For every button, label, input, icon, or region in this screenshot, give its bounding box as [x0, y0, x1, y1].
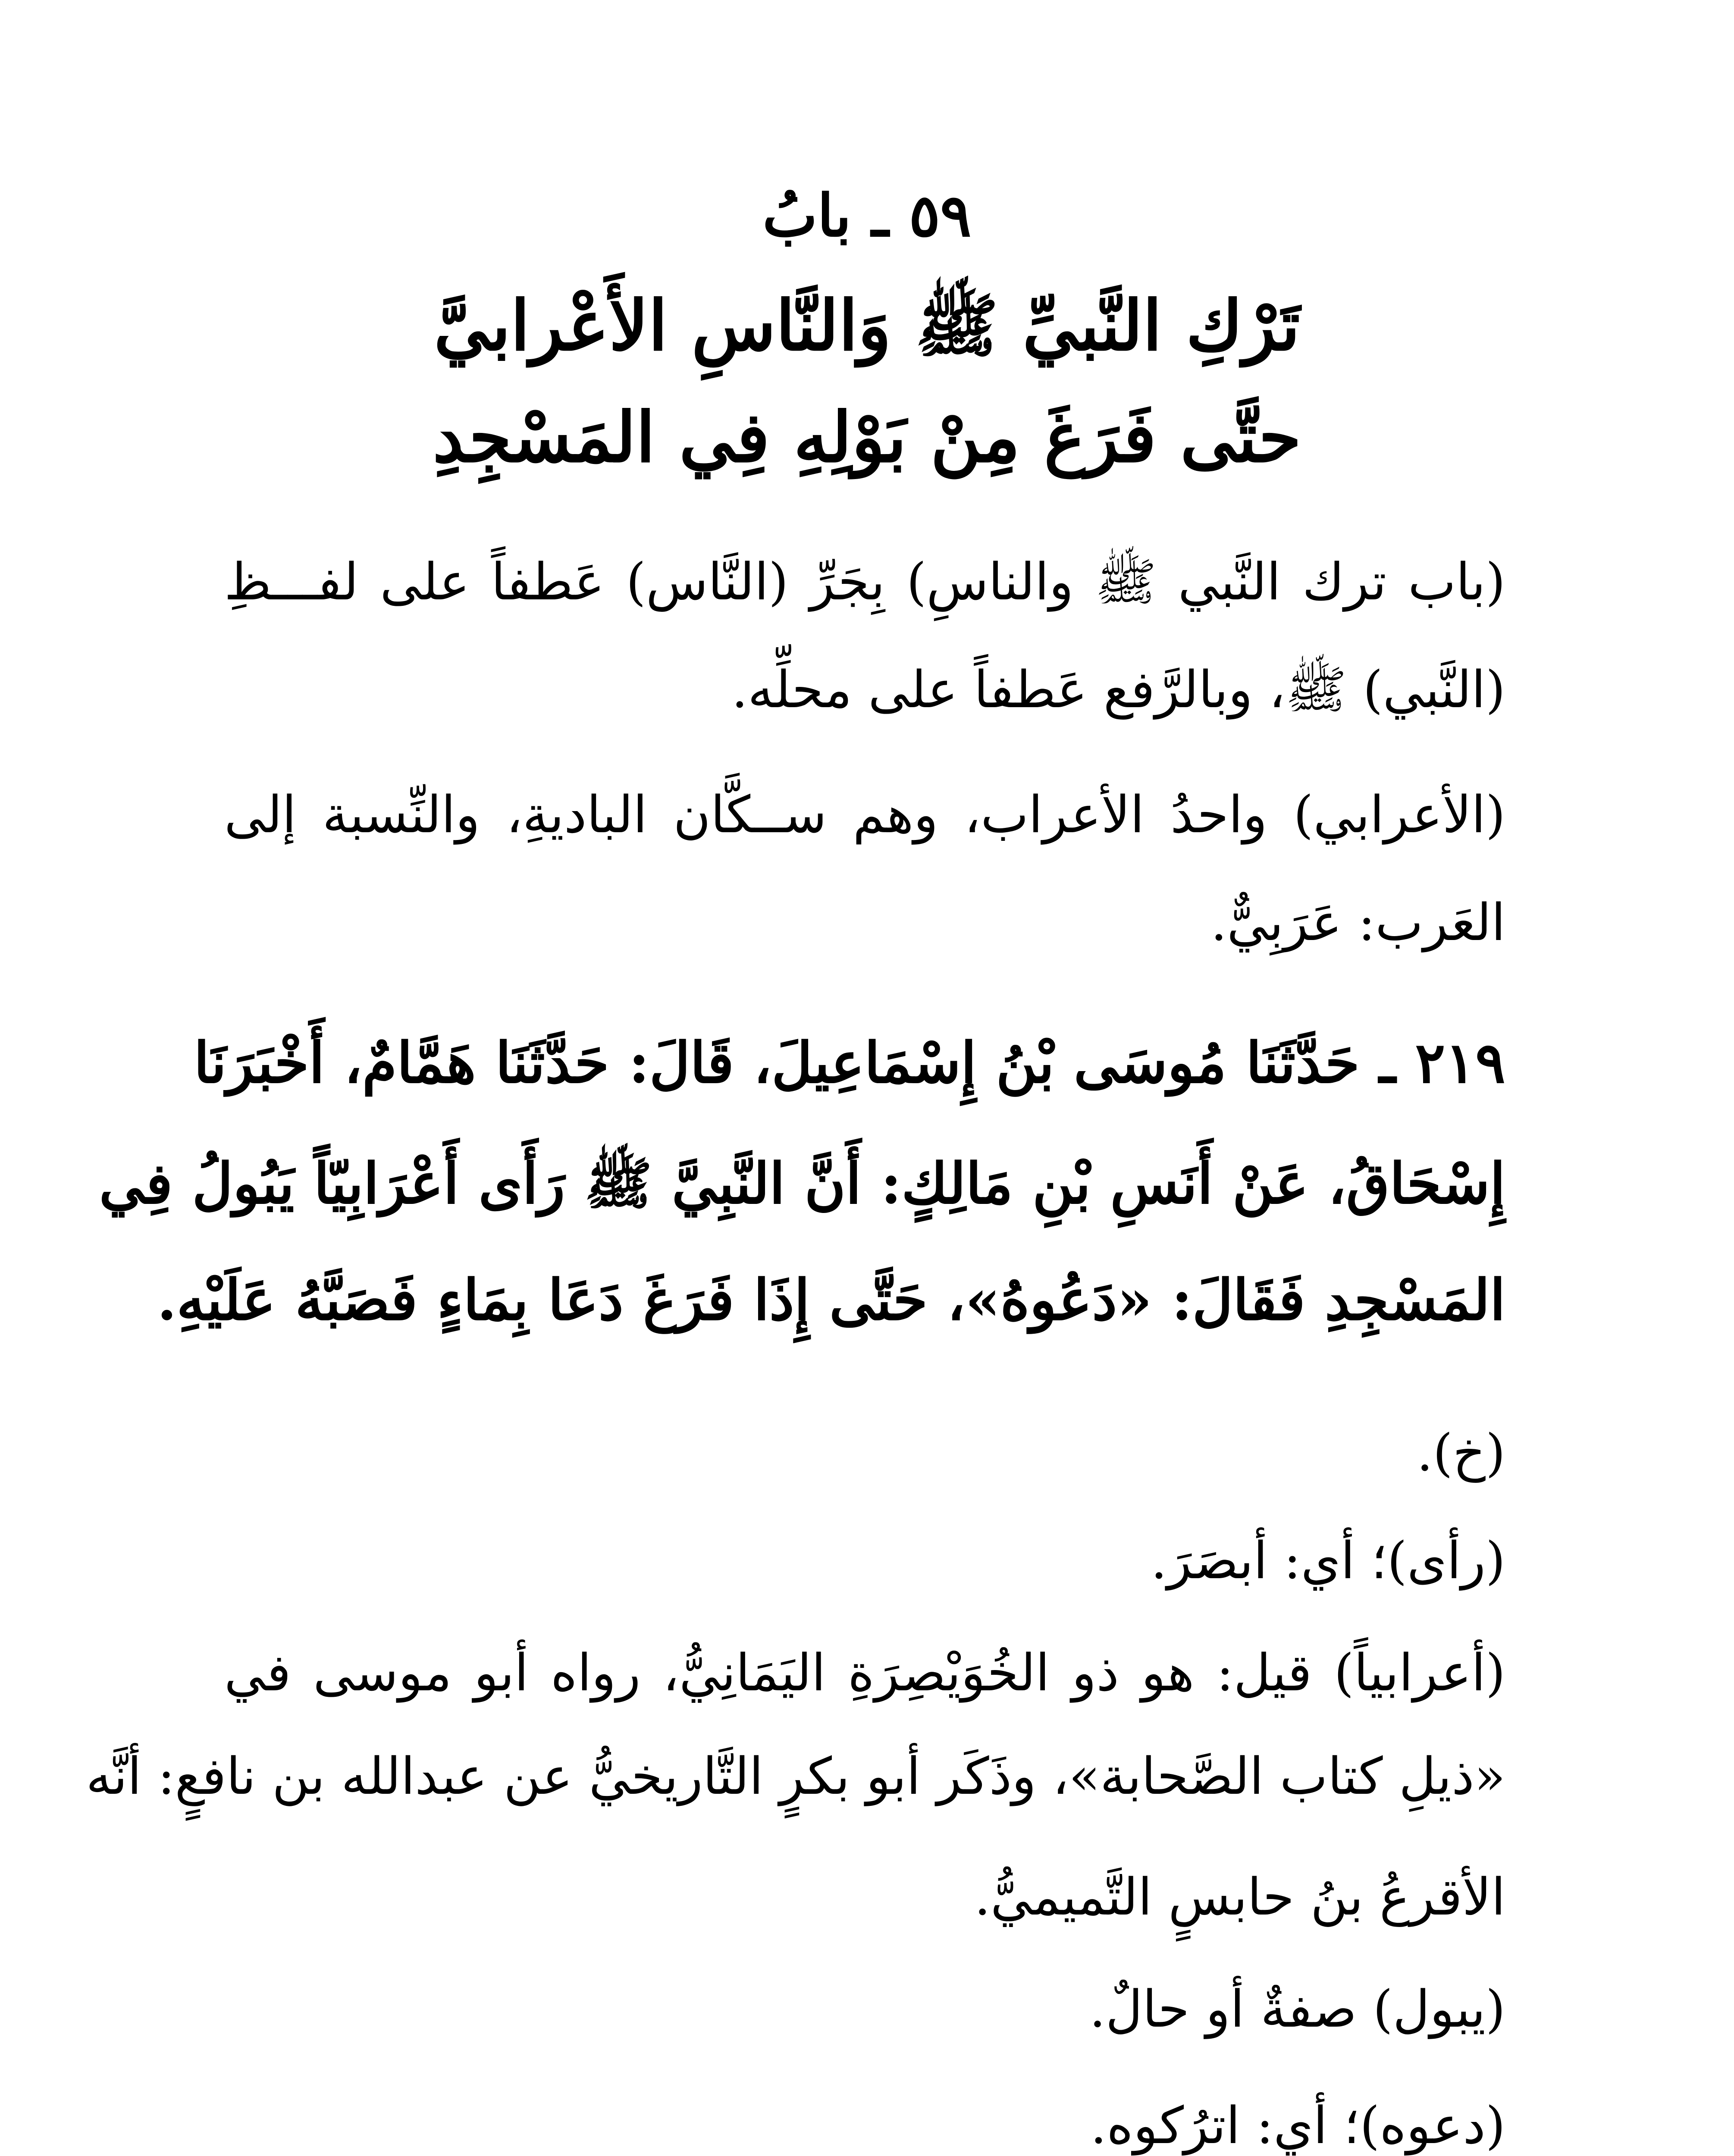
commentary-2-line-2: العَرب: عَرَبِيٌّ. — [1210, 893, 1505, 952]
chapter-heading: ٥٩ ـ بابُ — [762, 181, 972, 250]
commentary-1-line-2: (النَّبي) ﷺ، وبالرَّفع عَطفاً على محلِّه. — [731, 660, 1505, 719]
chapter-title-line-1: تَرْكِ النَّبيِّ ﷺ وَالنَّاسِ الأَعْرابيَّ — [434, 285, 1300, 366]
note-arabi-line-1: (أعرابياً) قيل: هو ذو الخُوَيْصِرَةِ اليَمَانِيُّ، رواه أبو موسى في — [224, 1643, 1505, 1702]
hadith-line-1: ٢١٩ ـ حَدَّثَنَا مُوسَى بْنُ إِسْمَاعِيلَ، قَالَ: حَدَّثَنَا هَمَّامٌ، أَخْبَرَنَا — [194, 1030, 1505, 1096]
chapter-title-line-2: حتَّى فَرَغَ مِنْ بَوْلِهِ فِي المَسْجِدِ — [433, 397, 1301, 478]
note-yabul: (يبول) صفةٌ أو حالٌ. — [1089, 1979, 1505, 2039]
note-daoohu: (دعوه)؛ أي: اترُكوه. — [1090, 2096, 1505, 2155]
hadith-line-2: إِسْحَاقُ، عَنْ أَنَسِ بْنِ مَالِكٍ: أَنَّ النَّبِيَّ ﷺ رَأَى أَعْرَابِيّاً يَبُولُ فِي — [99, 1150, 1505, 1216]
note-arabi-line-2: «ذيلِ كتاب الصَّحابة»، وذَكَر أبو بكرٍ التَّاريخيُّ عن عبدالله بن نافعٍ: أنَّه — [86, 1746, 1505, 1806]
note-kh: (خ). — [1417, 1423, 1505, 1482]
note-raa: (رأى)؛ أي: أبصَرَ. — [1151, 1531, 1505, 1590]
note-arabi-line-3: الأقرعُ بنُ حابسٍ التَّميميُّ. — [974, 1867, 1505, 1927]
commentary-2-line-1: (الأعرابي) واحدُ الأعراب، وهم ســكَّان الباديةِ، والنِّسبة إلى — [224, 785, 1505, 844]
hadith-line-3: المَسْجِدِ فَقَالَ: «دَعُوهُ»، حَتَّى إِذَا فَرَغَ دَعَا بِمَاءٍ فَصَبَّهُ عَلَيْهِ. — [157, 1267, 1505, 1333]
commentary-1-line-1: (باب ترك النَّبي ﷺ والناسِ) بِجَرِّ (النَّاس) عَطفاً على لفـــظِ — [224, 552, 1505, 611]
